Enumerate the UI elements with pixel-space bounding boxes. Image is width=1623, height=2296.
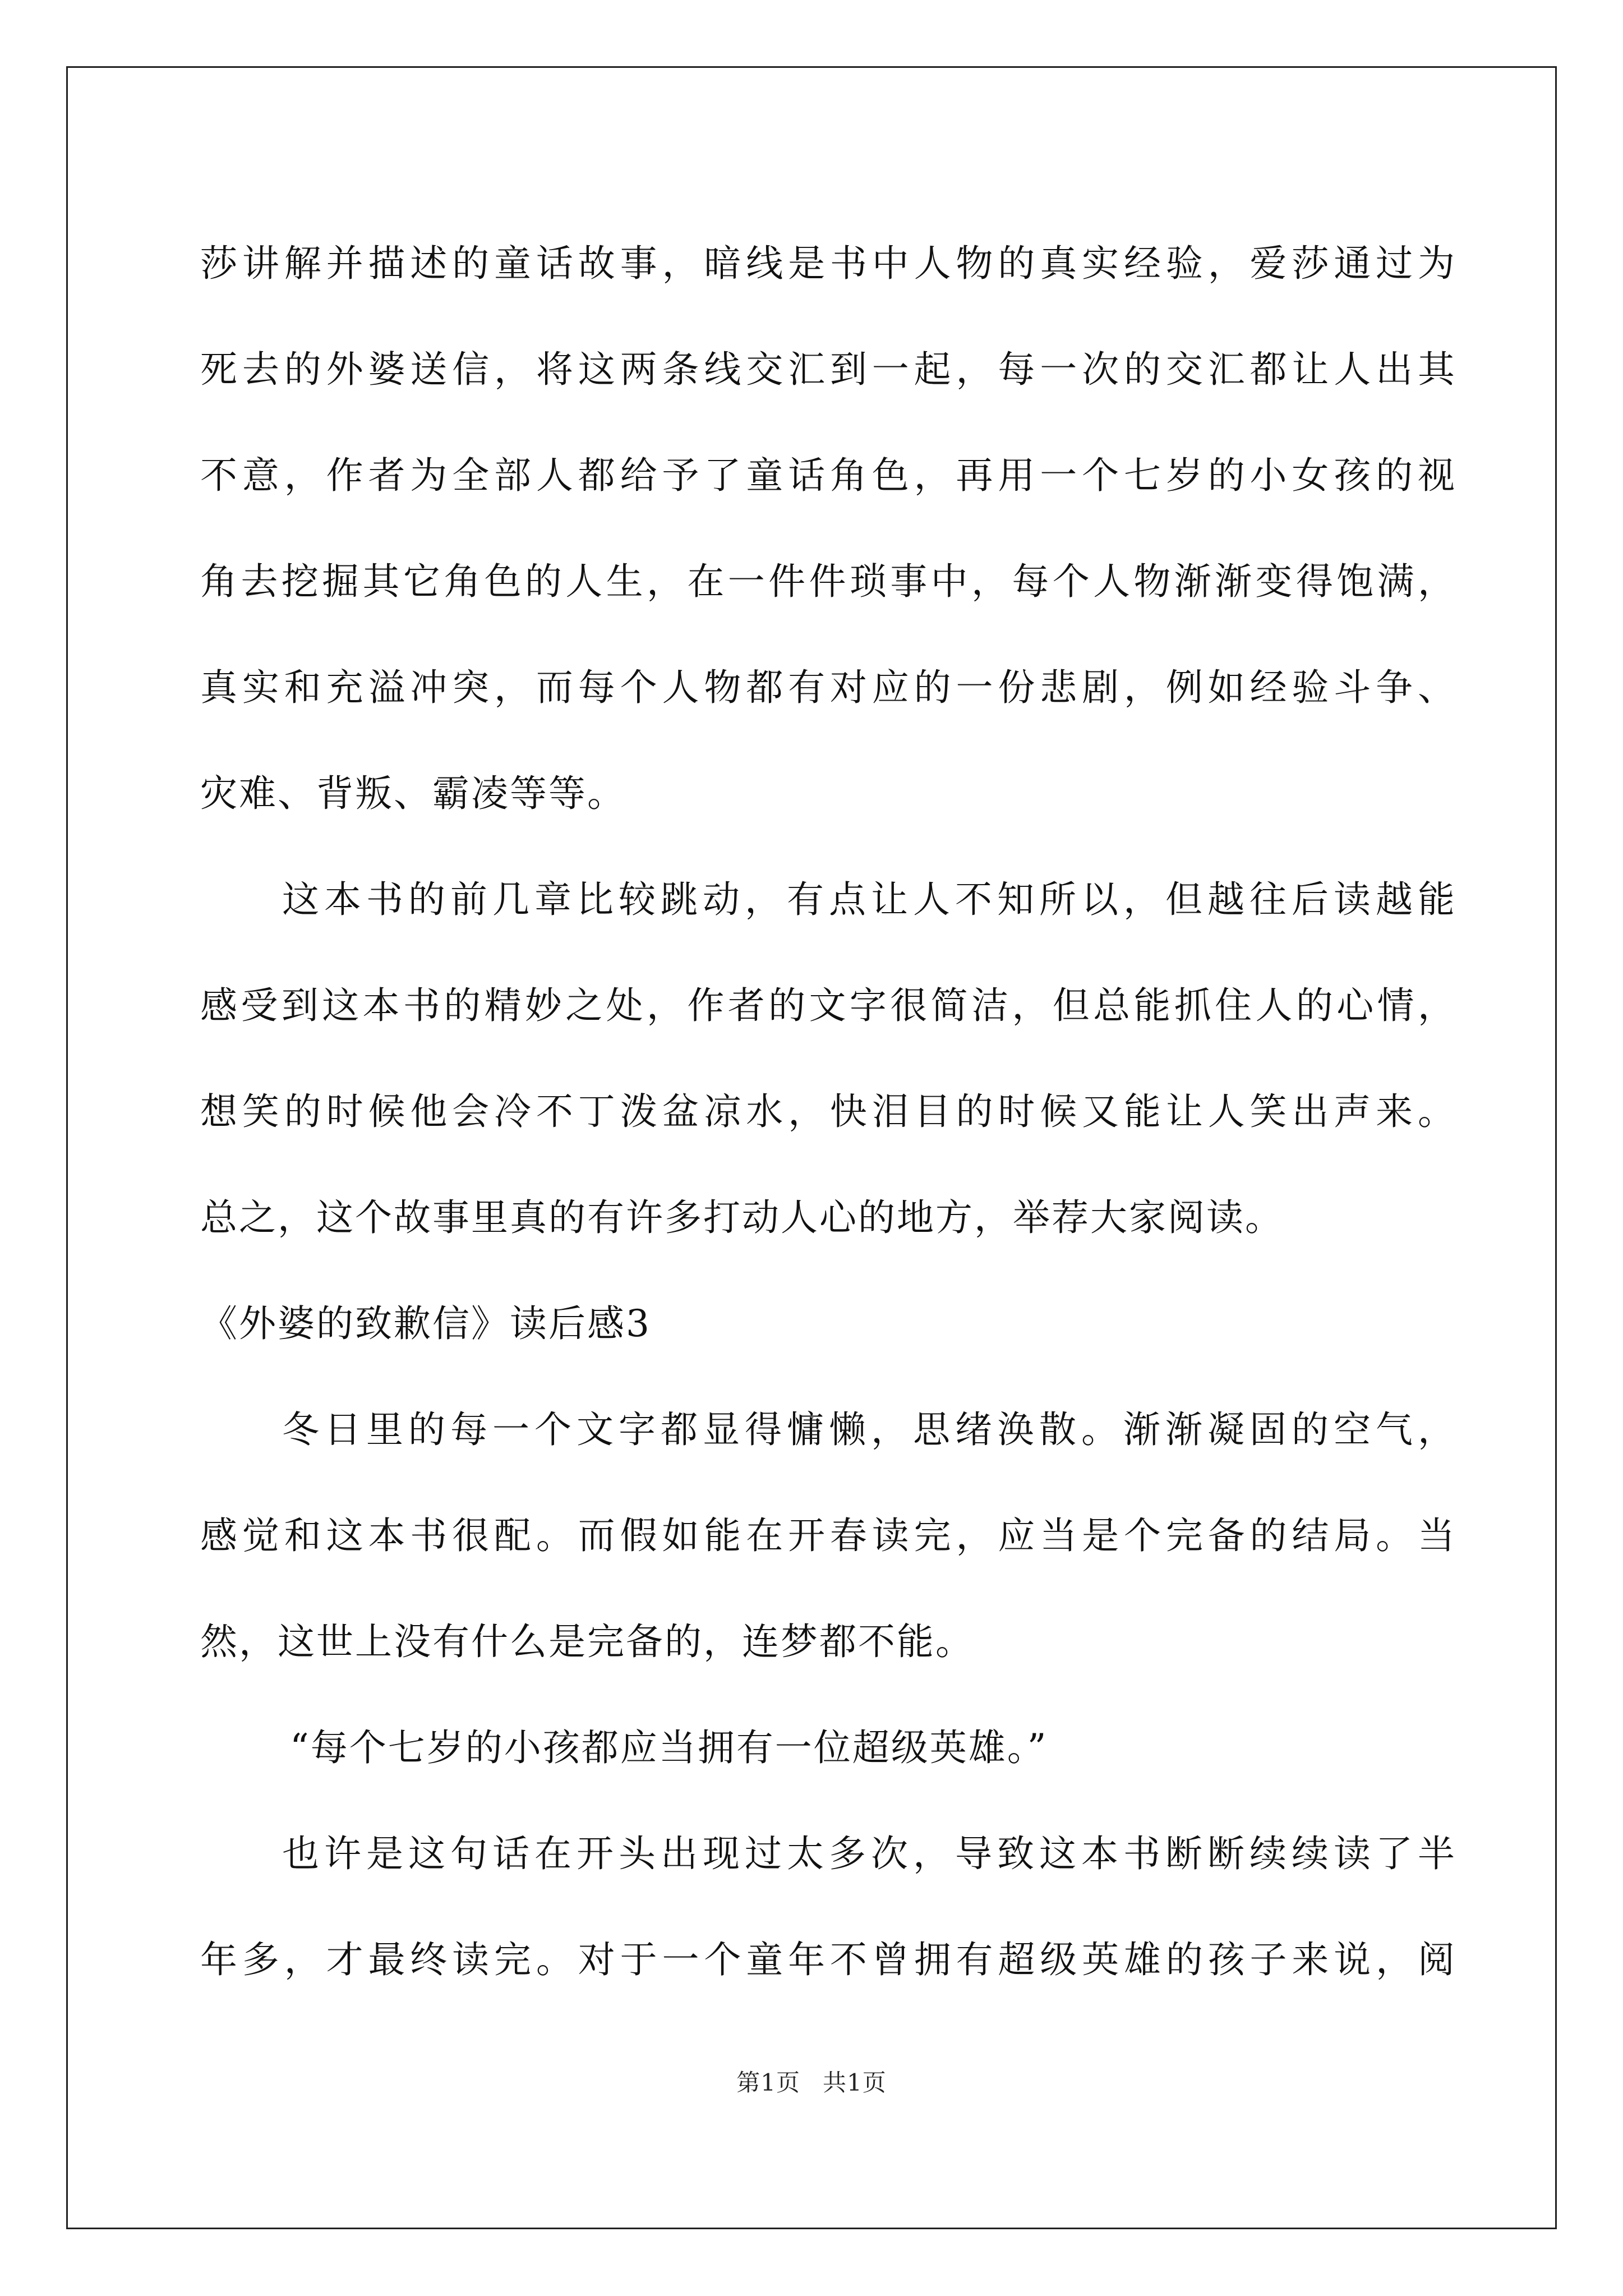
text-line: 总之，这个故事里真的有许多打动人心的地方，举荐大家阅读。 (200, 1196, 1284, 1239)
paragraph-first-line: 这本书的前几章比较跳动，有点让人不知所以，但越往后读越能 (282, 878, 1456, 921)
paragraph-first-line: 冬日里的每一个文字都显得慵懒，思绪涣散。渐渐凝固的空气， (282, 1408, 1456, 1451)
text-line: 死去的外婆送信，将这两条线交汇到一起，每一次的交汇都让人出其 (200, 348, 1456, 391)
document-body (200, 210, 1456, 2013)
text-line: 不意，作者为全部人都给予了童话角色，再用一个七岁的小女孩的视 (200, 454, 1456, 497)
quotation-line: “每个七岁的小孩都应当拥有一位超级英雄。” (290, 1726, 1048, 1769)
text-line: 然，这世上没有什么是完备的，连梦都不能。 (200, 1620, 974, 1663)
text-line: 角去挖掘其它角色的人生，在一件件琐事中，每个人物渐渐变得饱满， (200, 560, 1456, 603)
text-line: 真实和充溢冲突，而每个人物都有对应的一份悲剧，例如经验斗争、 (200, 666, 1456, 709)
section-heading: 《外婆的致歉信》读后感3 (200, 1302, 651, 1345)
text-line: 感觉和这本书很配。而假如能在开春读完，应当是个完备的结局。当 (200, 1514, 1456, 1557)
text-line: 感受到这本书的精妙之处，作者的文字很简洁，但总能抓住人的心情， (200, 984, 1456, 1027)
paragraph-first-line: 也许是这句话在开头出现过太多次，导致这本书断断续续读了半 (282, 1832, 1456, 1875)
text-line: 想笑的时候他会冷不丁泼盆凉水，快泪目的时候又能让人笑出声来。 (200, 1090, 1456, 1133)
page-total: 共1页 (823, 2069, 887, 2096)
text-line: 灾难、背叛、霸凌等等。 (200, 772, 626, 815)
page-number: 第1页 (736, 2069, 800, 2096)
text-line: 年多，才最终读完。对于一个童年不曾拥有超级英雄的孩子来说，阅 (200, 1938, 1456, 1981)
page-footer (0, 2064, 1623, 2098)
text-line: 莎讲解并描述的童话故事，暗线是书中人物的真实经验，爱莎通过为 (200, 242, 1456, 285)
